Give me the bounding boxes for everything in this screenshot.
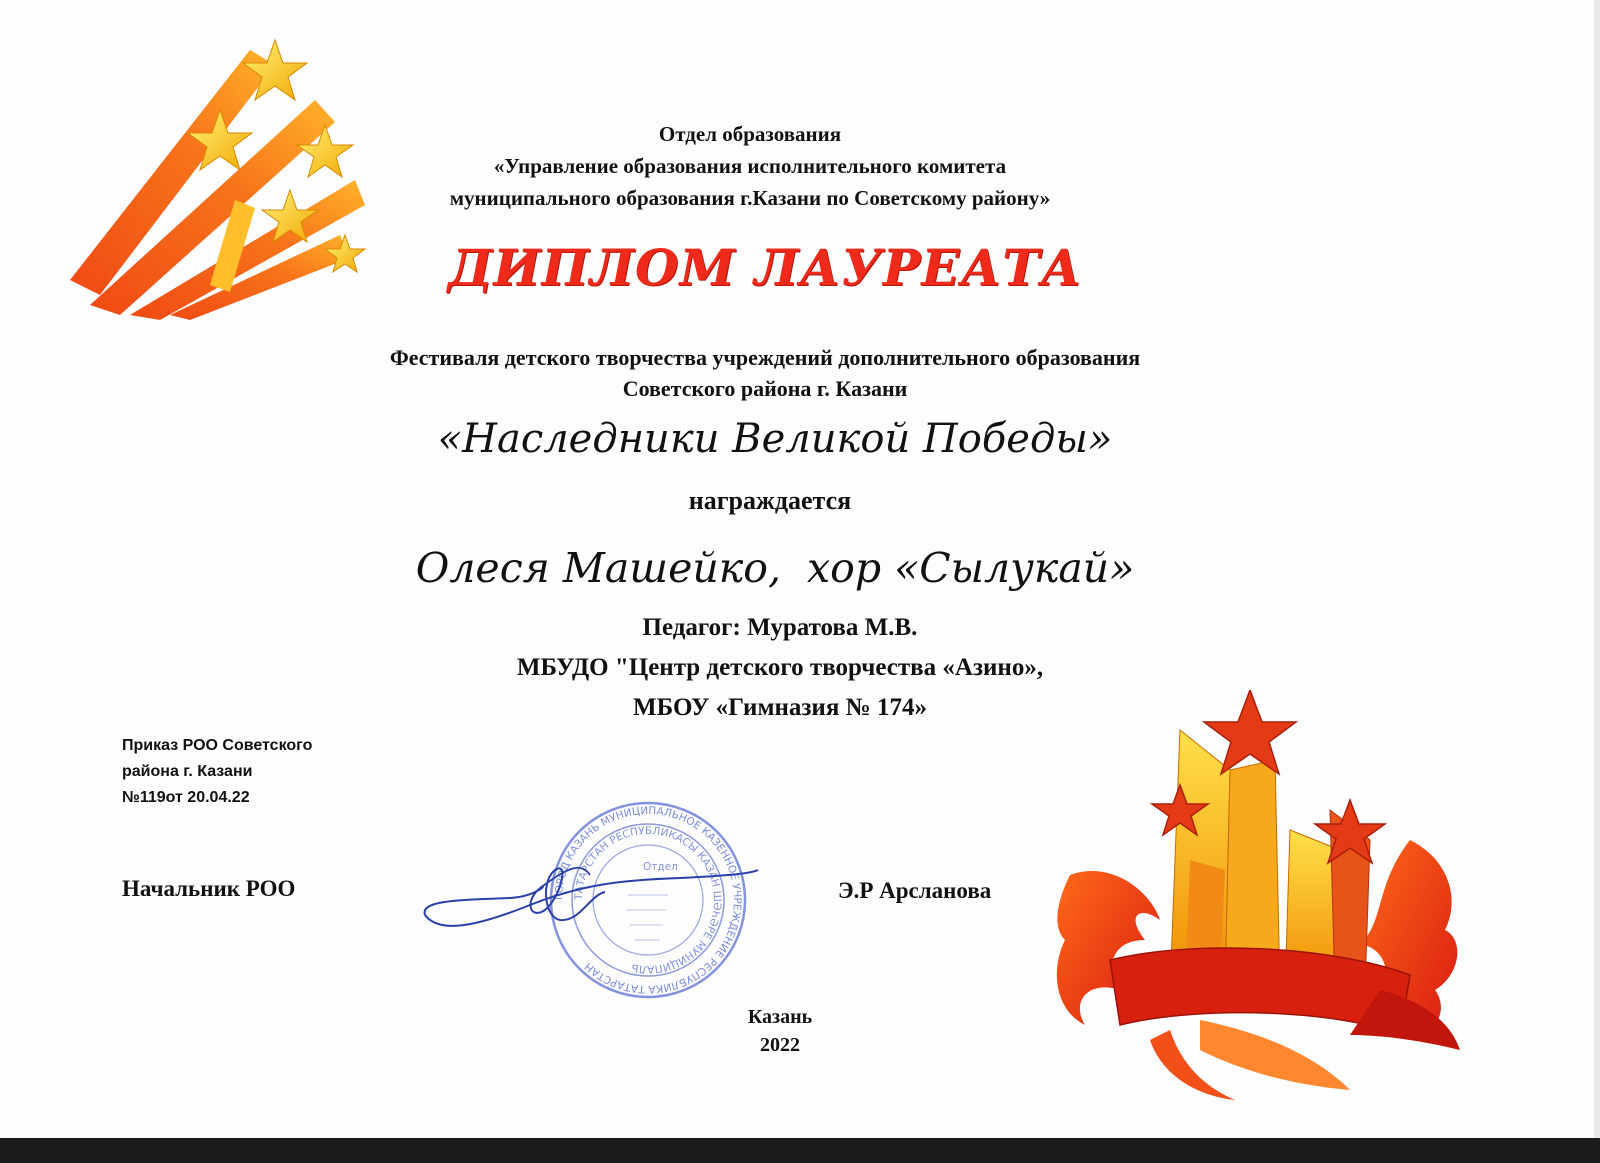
city: Казань <box>747 1006 813 1028</box>
svg-text:ГОРОД КАЗАНЬ МУНИЦИПАЛЬНОЕ КАЗ: ГОРОД КАЗАНЬ МУНИЦИПАЛЬНОЕ КАЗЕННОЕ УЧРЕЖДЕНИЕ РЕСПУБЛИКА ТАТАРСТАН <box>552 804 744 996</box>
year: 2022 <box>760 1034 800 1056</box>
svg-text:ТАТАРСТАН РЕСПУБЛИКАСЫ КАЗАН Ш: ТАТАРСТАН РЕСПУБЛИКАСЫ КАЗАН ШӘҺӘРЕ МУНИЦИПАЛЬ <box>572 824 724 976</box>
signatory-name: Э.Р Арсланова <box>838 878 992 903</box>
svg-text:Отдел: Отдел <box>643 861 678 873</box>
scan-edge-right <box>1594 0 1600 1163</box>
institution-line-2: МБОУ «Гимназия № 174» <box>633 694 927 721</box>
festival-line-2: Советского района г. Казани <box>622 376 908 401</box>
signatory-role: Начальник РОО <box>122 876 296 901</box>
recipient-name: Олеся Машейко, хор «Сылукай» <box>415 544 1135 592</box>
place-and-year <box>680 1003 880 1059</box>
festival-name: «Наследники Великой Победы» <box>437 416 1113 462</box>
victory-stars-icon <box>1050 690 1470 1110</box>
order-reference <box>122 733 382 811</box>
festival-description <box>240 342 1290 404</box>
org-line-2: «Управление образования исполнительного комитета <box>493 154 1007 178</box>
festival-line-1: Фестиваля детского творчества учреждений дополнительного образования <box>389 345 1141 370</box>
scan-edge-bottom <box>0 1138 1600 1163</box>
order-line-1: Приказ РОО Советского <box>122 737 313 754</box>
institution-line-1: МБУДО "Центр детского творчества «Азино», <box>516 654 1044 681</box>
organization-header <box>300 118 1200 214</box>
order-line-3: №119от 20.04.22 <box>122 789 250 806</box>
signature-icon <box>420 840 760 950</box>
org-line-1: Отдел образования <box>658 122 842 146</box>
awarded-label: награждается <box>688 486 852 515</box>
org-line-3: муниципального образования г.Казани по Советскому району» <box>449 186 1051 210</box>
teacher-line: Педагог: Муратова М.В. <box>642 614 918 641</box>
order-line-2: района г. Казани <box>122 763 253 780</box>
diploma-title: ДИПЛОМ ЛАУРЕАТА <box>447 238 1083 297</box>
